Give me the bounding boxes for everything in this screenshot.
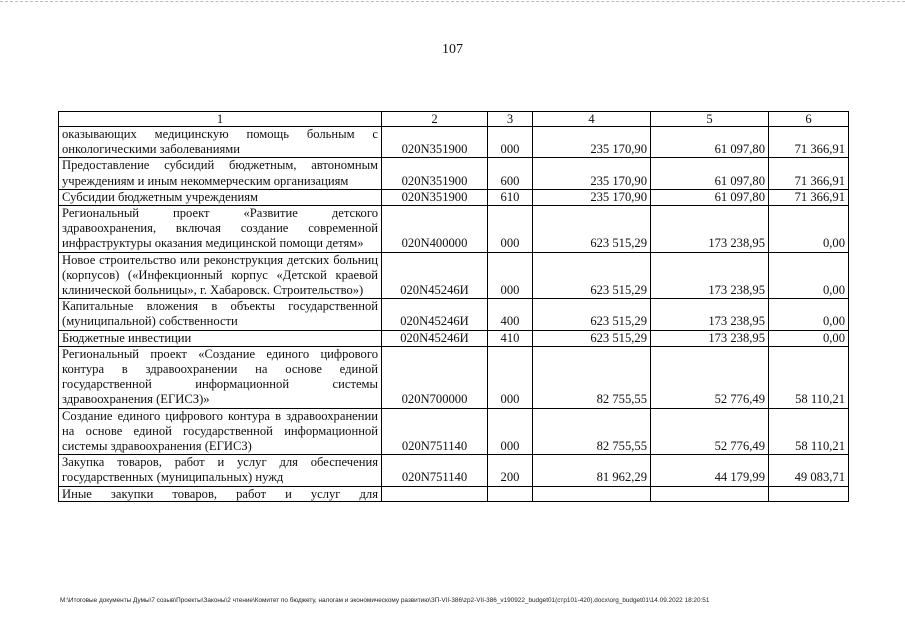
row-description: Капитальные вложения в объекты государственной (муниципальной) собственности: [59, 299, 382, 330]
row-amount-col5: 44 179,99: [651, 455, 769, 486]
row-amount-col4: 235 170,90: [533, 158, 651, 189]
table-row: [59, 252, 849, 299]
table-row: [59, 346, 849, 408]
row-code: 020N751140: [382, 455, 488, 486]
table-row: [59, 408, 849, 455]
row-amount-col4: 623 515,29: [533, 206, 651, 253]
column-header-5: 5: [651, 112, 769, 127]
row-description: Закупка товаров, работ и услуг для обеспечения государственных (муниципальных) нужд: [59, 455, 382, 486]
row-expense-type: 000: [488, 127, 533, 158]
row-code: 020N751140: [382, 408, 488, 455]
row-amount-col5: 173 238,95: [651, 252, 769, 299]
row-amount-col4: [533, 486, 651, 501]
row-amount-col6: 71 366,91: [769, 127, 849, 158]
row-description: Региональный проект «Развитие детского здравоохранения, включая создание современной инфраструктуры оказания медицинской помощи детям»: [59, 206, 382, 253]
row-amount-col6: 0,00: [769, 206, 849, 253]
row-amount-col4: 82 755,55: [533, 408, 651, 455]
row-description: оказывающих медицинскую помощь больным с онкологическими заболеваниями: [59, 127, 382, 158]
row-code: 020N45246И: [382, 252, 488, 299]
row-expense-type: 600: [488, 158, 533, 189]
row-amount-col4: 81 962,29: [533, 455, 651, 486]
row-amount-col4: 623 515,29: [533, 252, 651, 299]
row-description-text: Иные закупки товаров, работ и услуг для: [62, 486, 378, 501]
row-amount-col5: 52 776,49: [651, 408, 769, 455]
table-row: [59, 299, 849, 330]
row-amount-col6: 0,00: [769, 299, 849, 330]
table-row: [59, 127, 849, 158]
row-amount-col5: 61 097,80: [651, 158, 769, 189]
column-header-2: 2: [382, 112, 488, 127]
row-amount-col5: [651, 486, 769, 501]
row-code: 020N45246И: [382, 330, 488, 346]
table-row: [59, 158, 849, 189]
row-expense-type: 400: [488, 299, 533, 330]
row-amount-col6: [769, 486, 849, 501]
row-amount-col5: 173 238,95: [651, 206, 769, 253]
row-amount-col4: 623 515,29: [533, 330, 651, 346]
row-amount-col5: 52 776,49: [651, 346, 769, 408]
scan-top-edge: [0, 1, 905, 2]
row-amount-col4: 623 515,29: [533, 299, 651, 330]
row-code: [382, 486, 488, 501]
row-code: 020N45246И: [382, 299, 488, 330]
table-row: [59, 189, 849, 205]
row-code: 020N351900: [382, 189, 488, 205]
row-amount-col6: 58 110,21: [769, 346, 849, 408]
row-expense-type: [488, 486, 533, 501]
row-amount-col5: 173 238,95: [651, 299, 769, 330]
row-description: Создание единого цифрового контура в здравоохранении на основе единой государственной информационной системы здравоохранения (ЕГИСЗ): [59, 408, 382, 455]
row-description: Региональный проект «Создание единого цифрового контура в здравоохранении на основе единой государственной информационной системы здравоохранения (ЕГИСЗ)»: [59, 346, 382, 408]
row-amount-col6: 49 083,71: [769, 455, 849, 486]
row-amount-col5: 61 097,80: [651, 127, 769, 158]
table-row: [59, 206, 849, 253]
table-header-row: [59, 112, 849, 127]
row-amount-col5: 61 097,80: [651, 189, 769, 205]
row-amount-col5: 173 238,95: [651, 330, 769, 346]
row-expense-type: 000: [488, 206, 533, 253]
table-row: [59, 330, 849, 346]
row-code: 020N351900: [382, 127, 488, 158]
column-header-3: 3: [488, 112, 533, 127]
row-expense-type: 000: [488, 408, 533, 455]
row-amount-col4: 82 755,55: [533, 346, 651, 408]
row-amount-col6: 71 366,91: [769, 158, 849, 189]
row-amount-col4: 235 170,90: [533, 127, 651, 158]
row-code: 020N351900: [382, 158, 488, 189]
row-description: [59, 486, 382, 501]
budget-table: [58, 111, 849, 502]
row-expense-type: 000: [488, 346, 533, 408]
table-row: [59, 455, 849, 486]
row-description: Предоставление субсидий бюджетным, автономным учреждениям и иным некоммерческим организациям: [59, 158, 382, 189]
row-amount-col6: 0,00: [769, 252, 849, 299]
row-code: 020N700000: [382, 346, 488, 408]
file-path-footer: М:\Итоговые документы Думы\7 созыв\Проекты\Законы\2 чтение\Комитет по бюджету, налогам и экономическому развитию\ЗП-VII-386\zp2-VII-386_v190922_budget01(стр101-420).docx\org_budget01\14.09.2022 18:20:51: [60, 597, 710, 604]
table-row: [59, 486, 849, 501]
page-number: 107: [442, 42, 463, 57]
row-expense-type: 410: [488, 330, 533, 346]
column-header-1: 1: [59, 112, 382, 127]
column-header-6: 6: [769, 112, 849, 127]
row-expense-type: 000: [488, 252, 533, 299]
row-description: Бюджетные инвестиции: [59, 330, 382, 346]
row-expense-type: 610: [488, 189, 533, 205]
row-amount-col6: 58 110,21: [769, 408, 849, 455]
row-description: Субсидии бюджетным учреждениям: [59, 189, 382, 205]
row-amount-col6: 0,00: [769, 330, 849, 346]
column-header-4: 4: [533, 112, 651, 127]
row-code: 020N400000: [382, 206, 488, 253]
row-amount-col4: 235 170,90: [533, 189, 651, 205]
row-amount-col6: 71 366,91: [769, 189, 849, 205]
row-description: Новое строительство или реконструкция детских больниц (корпусов) («Инфекционный корпус «Детской краевой клинической больницы», г. Хабаровск. Строительство»): [59, 252, 382, 299]
row-expense-type: 200: [488, 455, 533, 486]
